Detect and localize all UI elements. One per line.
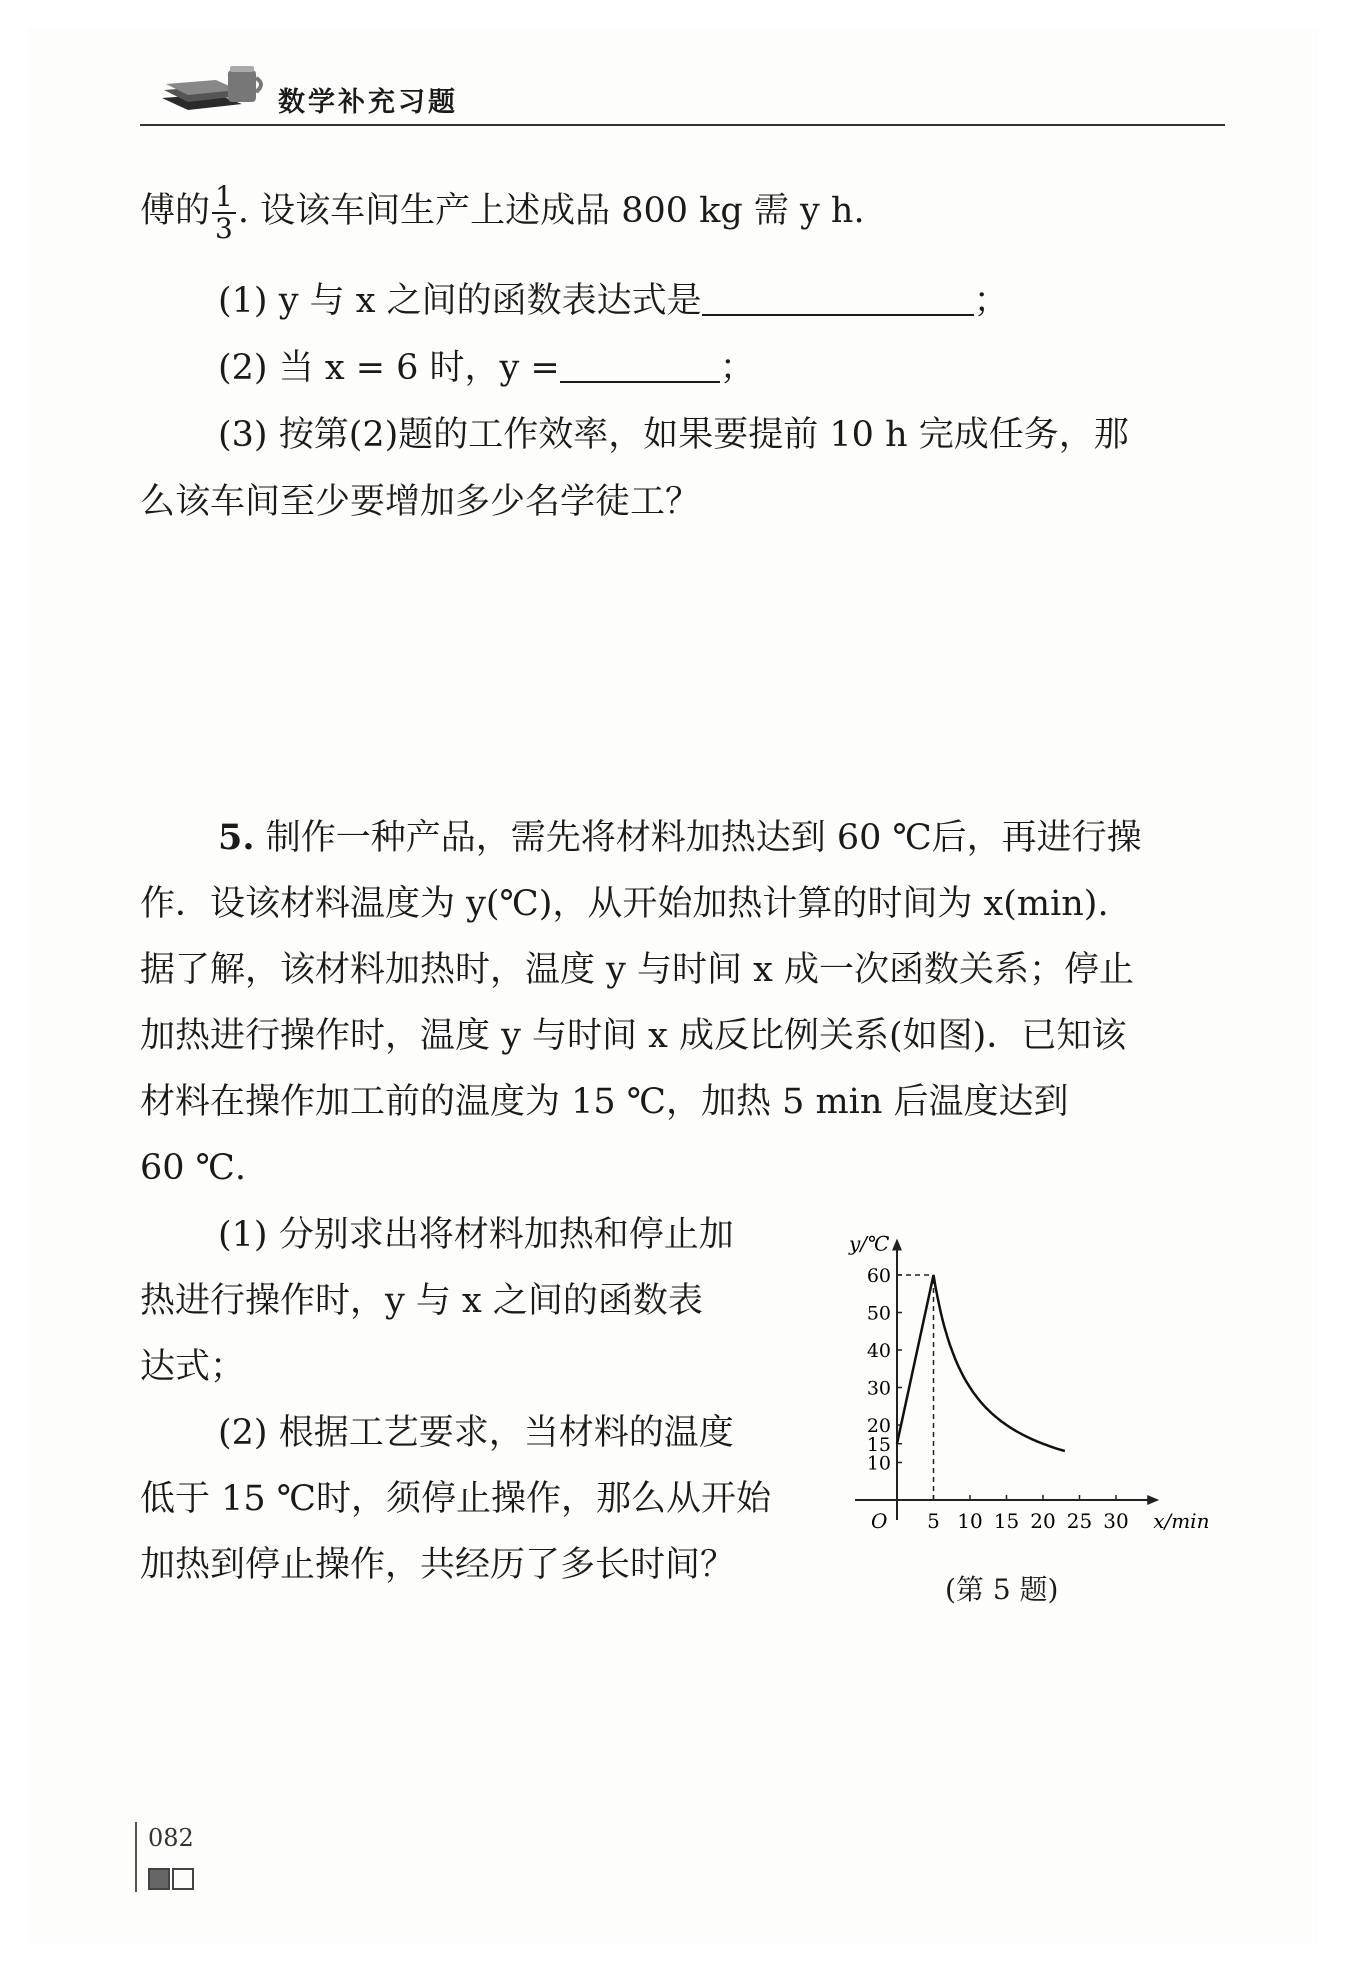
y-tick-label: 30 [866,1377,891,1400]
y-tick-label: 15 [866,1433,891,1456]
p5-q2-line3: 加热到停止操作，共经历了多长时间？ [140,1545,736,1585]
p4-q1-text: (1) y 与 x 之间的函数表达式是 [218,281,702,321]
y-tick-label: 20 [866,1415,891,1437]
filled-square-icon [148,1868,170,1890]
page-number: 082 [148,1824,194,1852]
x-tick-label: 20 [1030,1509,1056,1533]
p5-q2-line1: (2) 根据工艺要求，当材料的温度 [218,1413,734,1453]
cooling-curve [934,1275,1065,1451]
p5-line1-text: 制作一种产品，需先将材料加热达到 60 ℃后，再进行操 [265,818,1142,858]
p5-line3: 据了解，该材料加热时，温度 y 与时间 x 成一次函数关系；停止 [140,950,1135,990]
fraction-one-third [212,179,236,245]
page-header [140,60,1225,126]
p4-q2-text: (2) 当 x = 6 时，y = [218,348,560,388]
origin-label: O [871,1509,888,1533]
p5-q2-line2: 低于 15 ℃时，须停止操作，那么从开始 [140,1479,771,1519]
y-axis-label: y/℃ [849,1231,890,1256]
footer-squares [148,1868,196,1894]
header-rule [140,124,1225,126]
p4-question-2 [218,335,755,401]
p5-line6: 60 ℃. [140,1148,246,1188]
answer-blank-2[interactable] [560,381,720,383]
x-axis-arrow [1147,1495,1159,1505]
heating-line [897,1275,934,1444]
p5-line1 [218,805,1142,871]
p5-line4: 加热进行操作时，温度 y 与时间 x 成反比例关系(如图)．已知该 [140,1016,1127,1056]
frac-denominator: 3 [215,211,233,245]
temperature-time-graph [835,1225,1210,1555]
x-tick-label: 25 [1066,1509,1093,1533]
p4-line1 [140,178,865,244]
header-title: 数学补充习题 [278,87,458,118]
figure-caption: (第 5 题) [945,1573,1059,1606]
x-axis-label: x/min [1153,1509,1210,1533]
y-tick-label: 50 [866,1302,891,1325]
y-tick-label: 10 [866,1452,891,1475]
p5-q1-line2: 热进行操作时，y 与 x 之间的函数表 [140,1281,703,1321]
y-tick-label: 40 [866,1340,891,1362]
p5-q1-line1: (1) 分别求出将材料加热和停止加 [218,1215,734,1255]
p4-q2-end: ； [719,348,755,388]
empty-square-icon [172,1868,194,1890]
answer-blank-1[interactable] [702,314,974,316]
p4-line1-post: . 设该车间生产上述成品 800 kg 需 y h. [237,191,865,231]
y-axis-arrow [892,1239,902,1251]
p4-line1-pre: 傅的 [140,191,211,231]
p5-line5: 材料在操作加工前的温度为 15 ℃，加热 5 min 后温度达到 [140,1082,1069,1122]
p4-question-3-line2: 么该车间至少要增加多少名学徒工？ [140,482,701,522]
p5-q1-line3: 达式； [140,1347,246,1387]
x-tick-label: 15 [993,1509,1020,1533]
y-tick-label: 60 [866,1265,891,1287]
book-icon [158,60,268,115]
p4-question-1 [218,268,1009,334]
x-tick-label: 10 [957,1509,983,1533]
p4-q1-end: ； [973,281,1009,321]
footer-bar [135,1822,137,1892]
p4-question-3-line1: (3) 按第(2)题的工作效率，如果要提前 10 h 完成任务，那 [218,415,1129,455]
x-tick-label: 30 [1103,1509,1129,1533]
frac-numerator: 1 [212,182,236,214]
x-tick-label: 5 [927,1509,940,1533]
p5-line2: 作．设该材料温度为 y(℃)，从开始加热计算的时间为 x(min). [140,884,1109,924]
problem-number: 5. [218,817,255,858]
